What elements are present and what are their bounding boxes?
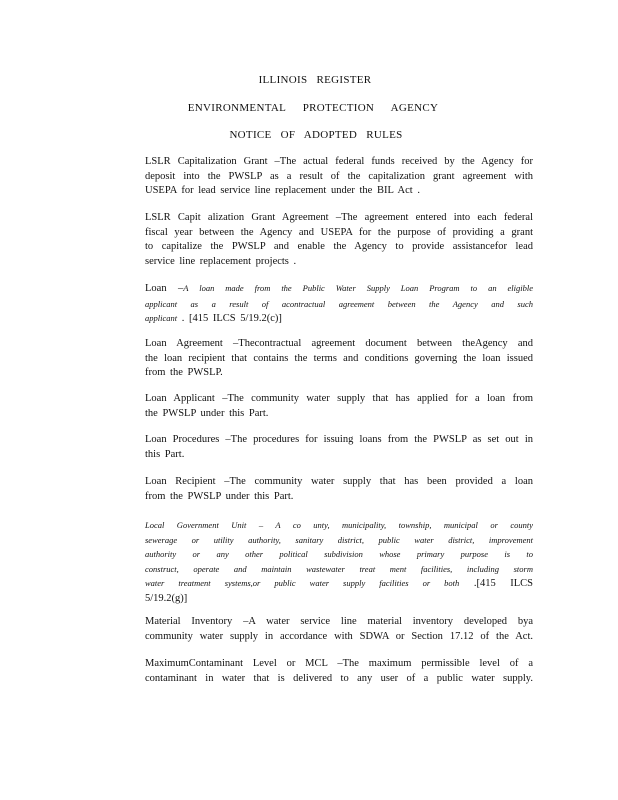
definition-line: this Part. [145, 448, 185, 460]
definition-line: MaximumContaminant Level or MCL –The maximum permissible level of a [145, 658, 533, 669]
definition-line: Loan Applicant –The community water supply that has applied for a loan from [145, 393, 533, 404]
definition-line: LSLR Capit alization Grant Agreement –The agreement entered into each federal [145, 212, 533, 223]
definition-material-inventory [145, 615, 533, 644]
statutory-citation: .[415 ILCS [473, 578, 534, 589]
definition-term: Loan – [145, 283, 184, 294]
statutory-text: applicant [145, 313, 178, 323]
definition-line: deposit into the PWSLP as a result of the capitalization grant agreement with [145, 170, 533, 182]
definition-line: to capitalize the PWSLP and enable the Agency to provide assistancefor lead [145, 241, 533, 252]
statutory-text: applicant as a result of acontractual agreement between the Agency and such [145, 298, 533, 309]
definition-line: community water supply in accordance with SDWA or Section 17.12 of the Act. [145, 630, 533, 642]
definition-line [145, 281, 533, 297]
definition-line: Loan Agreement –Thecontractual agreement document between theAgency and [145, 338, 533, 349]
statutory-text: construct, operate and maintain wastewater treat ment facilities, including storm [145, 563, 533, 574]
definition-line [145, 311, 533, 327]
notice-title: NOTICE OF ADOPTED RULES [229, 129, 403, 141]
definition-loan-procedures [145, 433, 533, 462]
definition-line: fiscal year between the Agency and USEPA for the purpose of providing a grant [145, 226, 533, 238]
definition-line: the PWSLP under this Part. [145, 407, 269, 419]
agency-name: ENVIRONMENTAL PROTECTION AGENCY [187, 102, 439, 114]
definition-line: Loan Recipient –The community water supply that has been provided a loan [145, 476, 533, 487]
definition-local-government-unit [145, 518, 533, 606]
definition-line: from the PWSLP. [145, 367, 223, 378]
statutory-text: water treatment systems,or public water supply facilities or both [145, 578, 460, 588]
statutory-text: sewerage or utility authority, sanitary district, public water district, improvement [145, 534, 533, 545]
definition-loan-agreement [145, 337, 533, 381]
definition-line: from the PWSLP under this Part. [145, 490, 294, 502]
definition-line [145, 576, 533, 592]
definition-loan [145, 281, 533, 327]
definition-loan-applicant [145, 392, 533, 421]
statutory-citation: . [415 ILCS 5/19.2(c)] [181, 313, 282, 324]
definition-lslr-capitalization-grant [145, 155, 533, 199]
statutory-citation: 5/19.2(g)] [145, 592, 188, 604]
statutory-text: authority or any other political subdivision whose primary purpose is to [145, 549, 533, 559]
definition-line: contaminant in water that is delivered to any user of a public water supply. [145, 672, 533, 684]
statutory-text: A loan made from the Public Water Supply Loan Program to an eligible [183, 283, 533, 293]
definition-maximum-contaminant-level [145, 657, 533, 686]
definition-lslr-capitalization-grant-agreement [145, 211, 533, 269]
definition-loan-recipient [145, 475, 533, 504]
definition-line: USEPA for lead service line replacement under the BIL Act . [145, 185, 420, 196]
definition-line: the loan recipient that contains the terms and conditions governing the loan issued [145, 352, 533, 364]
register-title: ILLINOIS REGISTER [258, 74, 372, 86]
definition-line: LSLR Capitalization Grant –The actual federal funds received by the Agency for [145, 156, 533, 167]
definition-line: Material Inventory –A water service line material inventory developed bya [145, 616, 533, 627]
definition-line: Loan Procedures –The procedures for issuing loans from the PWSLP as set out in [145, 434, 533, 445]
statutory-text: Local Government Unit – A co unty, municipality, township, municipal or county [145, 520, 533, 530]
definition-line: service line replacement projects . [145, 255, 297, 267]
